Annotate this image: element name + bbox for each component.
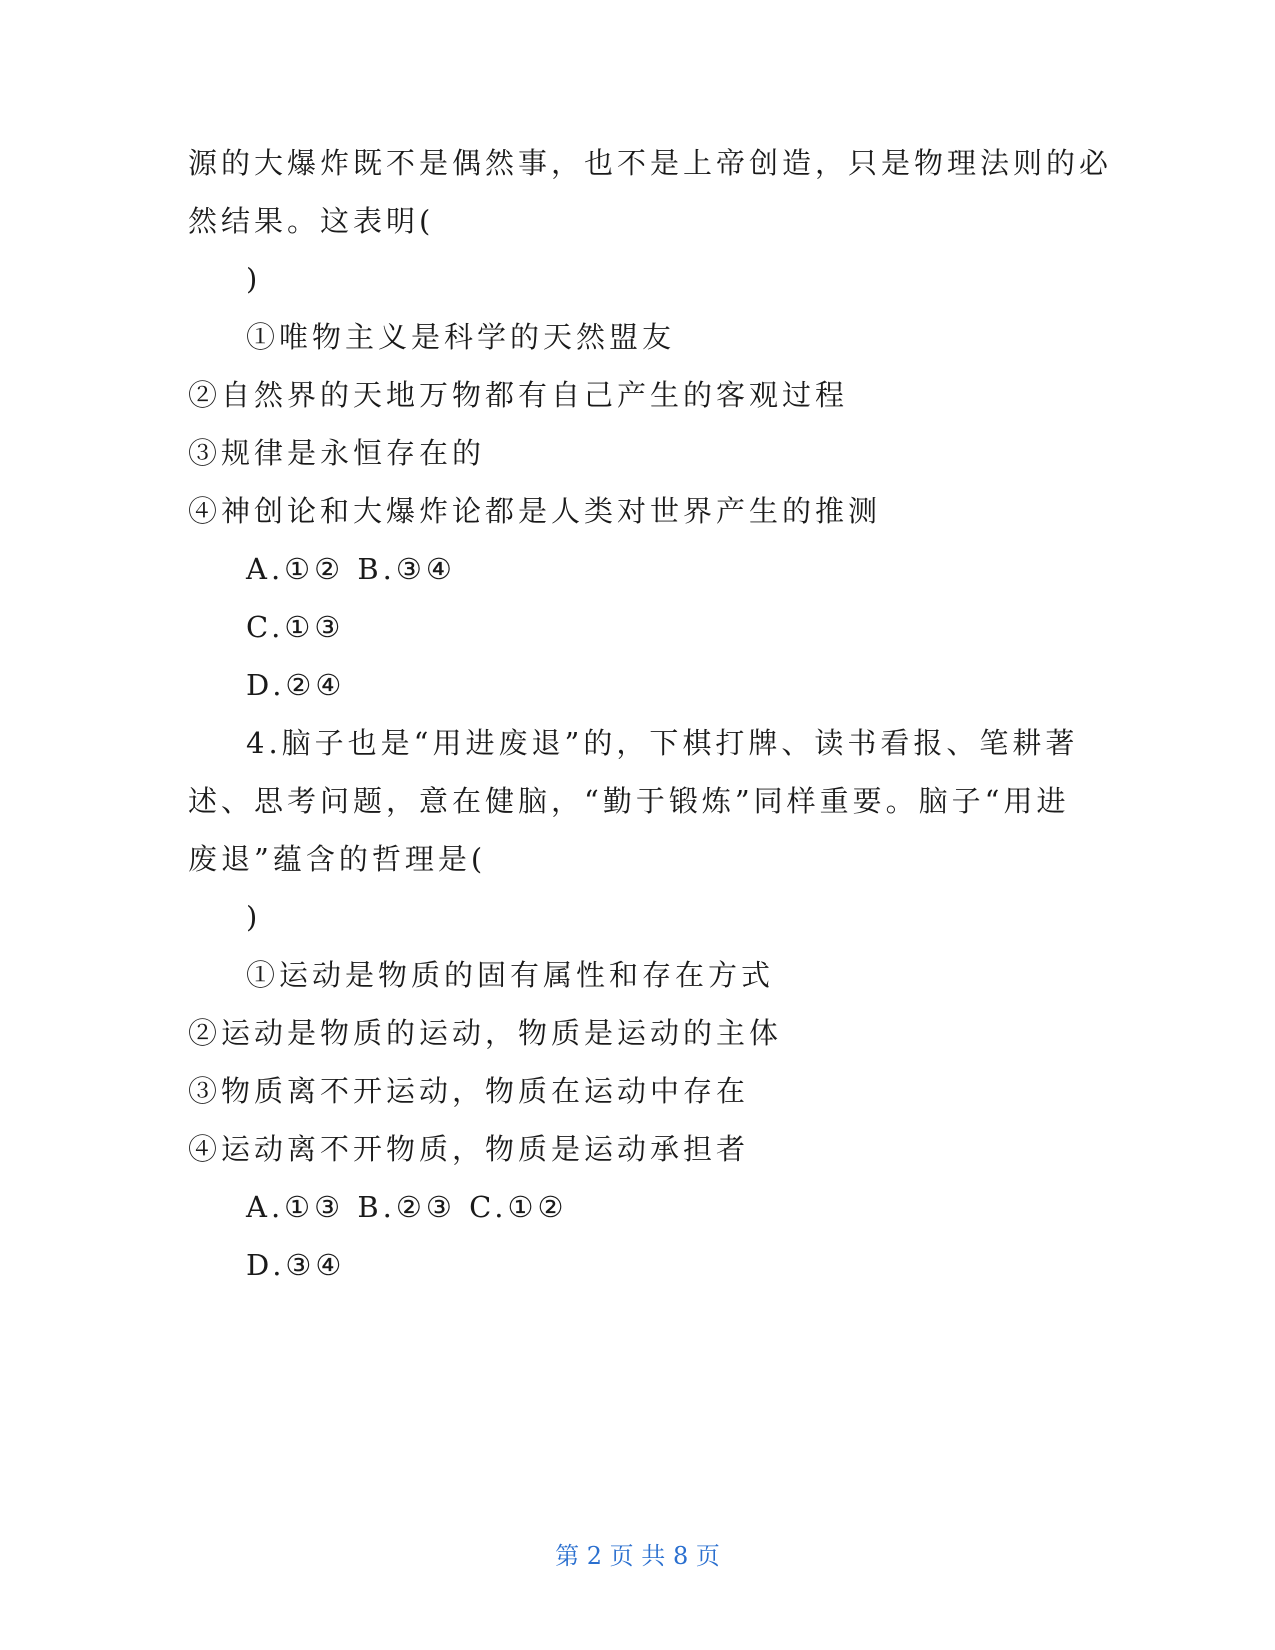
page-number-footer: 第 2 页 共 8 页 <box>555 1542 720 1570</box>
q4-stem-line-1: 4.脑子也是“用进废退”的，下棋打牌、读书看报、笔耕著 <box>246 726 1079 760</box>
q3-option-1: ①唯物主义是科学的天然盟友 <box>246 320 676 354</box>
q3-choice-ab: A.①② B.③④ <box>246 552 456 586</box>
q3-option-4: ④神创论和大爆炸论都是人类对世界产生的推测 <box>188 494 882 528</box>
q3-choice-c: C.①③ <box>246 610 345 644</box>
q4-option-1: ①运动是物质的固有属性和存在方式 <box>246 958 775 992</box>
q4-option-3: ③物质离不开运动，物质在运动中存在 <box>188 1074 750 1108</box>
q3-option-2: ②自然界的天地万物都有自己产生的客观过程 <box>188 378 849 412</box>
q4-paren-close: ) <box>246 900 262 934</box>
q4-choice-abc: A.①③ B.②③ C.①② <box>246 1190 568 1224</box>
q4-choice-d: D.③④ <box>246 1248 346 1282</box>
q4-stem-line-2: 述、思考问题，意在健脑，“勤于锻炼”同样重要。脑子“用进 <box>188 784 1070 818</box>
q4-stem-line-3: 废退”蕴含的哲理是( <box>188 842 487 876</box>
q4-option-4: ④运动离不开物质，物质是运动承担者 <box>188 1132 750 1166</box>
q3-paren-close: ) <box>246 262 262 296</box>
q3-choice-d: D.②④ <box>246 668 346 702</box>
q3-option-3: ③规律是永恒存在的 <box>188 436 486 470</box>
q3-stem-line-1: 源的大爆炸既不是偶然事，也不是上帝创造，只是物理法则的必 <box>188 146 1113 180</box>
q3-stem-line-2: 然结果。这表明( <box>188 204 435 238</box>
q4-option-2: ②运动是物质的运动，物质是运动的主体 <box>188 1016 783 1050</box>
